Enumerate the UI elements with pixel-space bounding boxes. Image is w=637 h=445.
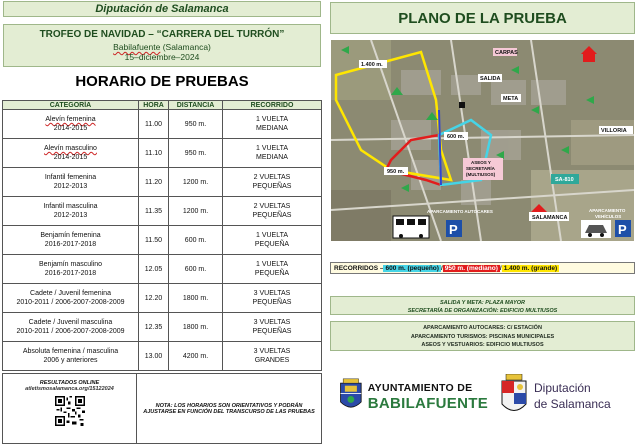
category-cell <box>3 342 139 371</box>
schedule-row <box>3 197 322 226</box>
category-years: 2014-2015 <box>53 125 88 132</box>
map-label-1400: 1.400 m. <box>361 62 383 68</box>
map-label-aseos-2: SECRETARÍA <box>466 166 495 171</box>
category-name: Infantil femenina <box>44 174 97 181</box>
map-title: PLANO DE LA PRUEBA <box>330 2 635 34</box>
route-cell <box>223 197 322 226</box>
start-finish-marker <box>459 102 465 108</box>
route-map <box>331 40 634 241</box>
time-cell: 12.20 <box>139 284 169 313</box>
route-size: GRANDES <box>254 357 290 364</box>
schedule-row <box>3 139 322 168</box>
route-size: MEDIANA <box>256 125 288 132</box>
category-name: Alevín femenina <box>45 116 96 123</box>
column-header-recorrido: RECORRIDO <box>223 101 322 110</box>
route-laps: 2 VUELTAS <box>253 174 291 181</box>
category-name: Cadete / Juvenil femenina <box>30 290 111 297</box>
event-place-region: (Salamanca) <box>160 42 211 52</box>
parking-turismos: APARCAMIENTO TURISMOS: PISCINAS MUNICIPALES <box>410 333 555 340</box>
route-laps: 3 VUELTAS <box>253 319 291 326</box>
map-label-carpas: CARPAS <box>495 50 518 56</box>
distance-cell: 600 m. <box>169 255 223 284</box>
info-start-finish: SALIDA Y META: PLAZA MAYOR <box>439 300 526 306</box>
time-cell: 11.50 <box>139 226 169 255</box>
column-header-hora: HORA <box>139 101 169 110</box>
event-place-name: Babilafuente <box>113 42 161 52</box>
aseos-vestuarios: ASEOS Y VESTUARIOS: EDIFICIO MULTIUSOS <box>421 342 544 348</box>
category-name: Benjamín masculino <box>38 261 103 268</box>
results-url[interactable]: atletismosalamanca.org/15122024 <box>25 386 114 392</box>
time-cell: 11.10 <box>139 139 169 168</box>
distance-cell: 950 m. <box>169 110 223 139</box>
map-label-aseos-3: (MULTIUSOS) <box>466 172 496 177</box>
route-size: PEQUEÑAS <box>252 183 292 190</box>
category-name: Infantil masculina <box>43 203 98 210</box>
map-label-aseos-1: ASEOS Y <box>471 160 491 165</box>
category-cell <box>3 255 139 284</box>
route-cell <box>223 226 322 255</box>
map-label-meta: META <box>503 96 519 102</box>
route-size: PEQUEÑA <box>254 241 290 248</box>
schedule-title: HORARIO DE PRUEBAS <box>75 73 249 90</box>
map-label-600: 600 m. <box>447 134 465 140</box>
route-cell <box>223 313 322 342</box>
schedule-row <box>3 255 322 284</box>
route-size: PEQUEÑA <box>254 270 290 277</box>
parking-icon-2 <box>615 220 631 237</box>
map-label-villoria: VILLORIA <box>601 128 627 134</box>
route-laps: 3 VUELTAS <box>253 290 291 297</box>
results-online-box <box>2 373 137 444</box>
category-cell <box>3 197 139 226</box>
map-label-salamanca: SALAMANCA <box>532 215 568 221</box>
route-cell <box>223 342 322 371</box>
distance-cell: 4200 m. <box>169 342 223 371</box>
time-cell: 11.00 <box>139 110 169 139</box>
route-laps: 1 VUELTA <box>255 116 289 123</box>
category-cell <box>3 313 139 342</box>
route-cell <box>223 255 322 284</box>
distance-cell: 600 m. <box>169 226 223 255</box>
distance-cell: 1800 m. <box>169 313 223 342</box>
route-cell <box>223 284 322 313</box>
event-info-box <box>3 24 321 67</box>
qr-code-icon[interactable] <box>55 396 85 426</box>
category-years: 2006 y anteriores <box>43 357 98 364</box>
results-label: RESULTADOS ONLINE <box>39 380 100 386</box>
diputacion-logo <box>498 372 633 420</box>
ayuntamiento-logo <box>338 372 488 420</box>
category-cell <box>3 139 139 168</box>
time-cell: 13.00 <box>139 342 169 371</box>
schedule-row <box>3 284 322 313</box>
start-finish-info <box>330 296 635 315</box>
route-cell <box>223 110 322 139</box>
car-icon <box>581 220 611 238</box>
schedule-row <box>3 110 322 139</box>
route-laps: 3 VUELTAS <box>253 348 291 355</box>
map-label-road: SA-810 <box>555 177 574 183</box>
schedule-header-row <box>3 101 322 110</box>
ayuntamiento-line1: AYUNTAMIENTO DE <box>367 382 473 394</box>
category-name: Cadete / Juvenil masculina <box>28 319 113 326</box>
route-size: PEQUEÑAS <box>252 212 292 219</box>
map-label-parking-vehiculos-2: VEHÍCULOS <box>595 214 622 219</box>
time-cell: 12.05 <box>139 255 169 284</box>
schedule-table <box>2 100 322 371</box>
organization-header: Diputación de Salamanca <box>3 1 321 17</box>
distance-cell: 1800 m. <box>169 284 223 313</box>
route-size: PEQUEÑAS <box>252 299 292 306</box>
route-laps: 1 VUELTA <box>255 232 289 239</box>
diputacion-line2: de Salamanca <box>534 397 611 411</box>
parking-autocares: APARCAMIENTO AUTOCARES: C/ ESTACIÓN <box>423 325 542 331</box>
category-cell <box>3 168 139 197</box>
schedule-row <box>3 226 322 255</box>
route-laps: 1 VUELTA <box>255 261 289 268</box>
ayuntamiento-line2: BABILAFUENTE <box>367 395 488 412</box>
routes-label: RECORRIDOS – <box>334 264 384 272</box>
column-header-distancia: DISTANCIA <box>169 101 223 110</box>
distance-cell: 1200 m. <box>169 197 223 226</box>
category-cell <box>3 226 139 255</box>
schedule-row <box>3 342 322 371</box>
schedule-note: NOTA: LOS HORARIOS SON ORIENTATIVOS Y PODRÁN AJUSTARSE EN FUNCIÓN DEL TRANSCURSO DE LAS PRUEBAS <box>136 373 322 444</box>
category-years: 2010-2011 / 2006-2007-2008-2009 <box>16 328 125 335</box>
time-cell: 11.20 <box>139 168 169 197</box>
salamanca-shield-icon <box>498 374 530 418</box>
bus-icon <box>393 216 429 238</box>
route-cell <box>223 139 322 168</box>
event-title: TROFEO DE NAVIDAD – “CARRERA DEL TURRÓN” <box>39 29 285 40</box>
time-cell: 11.35 <box>139 197 169 226</box>
category-years: 2010-2011 / 2006-2007-2008-2009 <box>16 299 125 306</box>
distance-cell: 1200 m. <box>169 168 223 197</box>
parking-icon <box>446 220 462 237</box>
category-years: 2012-2013 <box>53 183 88 190</box>
category-name: Alevín masculino <box>44 145 97 152</box>
time-cell: 12.35 <box>139 313 169 342</box>
route-laps: 1 VUELTA <box>255 145 289 152</box>
map-label-salida: SALIDA <box>480 76 501 82</box>
category-name: Benjamín femenina <box>40 232 101 239</box>
map-label-parking-vehiculos-1: APARCAMIENTO <box>589 208 626 213</box>
map-label-950: 950 m. <box>387 169 405 175</box>
schedule-row <box>3 168 322 197</box>
category-cell <box>3 110 139 139</box>
category-years: 2012-2013 <box>53 212 88 219</box>
info-secretaria: SECRETARÍA DE ORGANIZACIÓN: EDIFICIO MULTIUSOS <box>407 308 558 314</box>
route-laps: 2 VUELTAS <box>253 203 291 210</box>
route-medium-swatch: 950 m. (mediano) <box>444 264 498 272</box>
parking-info <box>330 321 635 351</box>
distance-cell: 950 m. <box>169 139 223 168</box>
category-years: 2014-2015 <box>53 154 88 161</box>
schedule-row <box>3 313 322 342</box>
category-years: 2016-2017-2018 <box>44 270 97 277</box>
diputacion-line1: Diputación <box>534 381 591 395</box>
column-header-categoria: CATEGORÍA <box>3 101 139 110</box>
svg-text:P: P <box>618 222 627 237</box>
category-years: 2016-2017-2018 <box>44 241 97 248</box>
babilafuente-shield-icon <box>338 375 364 417</box>
route-size: MEDIANA <box>256 154 288 161</box>
category-cell <box>3 284 139 313</box>
map-label-parking-autocares: APARCAMIENTO AUTOCARES <box>427 209 493 214</box>
route-size: PEQUEÑAS <box>252 328 292 335</box>
route-cell <box>223 168 322 197</box>
event-place <box>4 42 320 52</box>
route-large-swatch: 1.400 m. (grande) <box>503 264 558 272</box>
routes-legend <box>330 262 635 274</box>
route-small-swatch: 600 m. (pequeño) <box>385 264 439 272</box>
category-name: Absoluta femenina / masculina <box>22 348 119 355</box>
event-date: 15–diciembre–2024 <box>124 52 200 62</box>
svg-text:P: P <box>449 222 458 237</box>
